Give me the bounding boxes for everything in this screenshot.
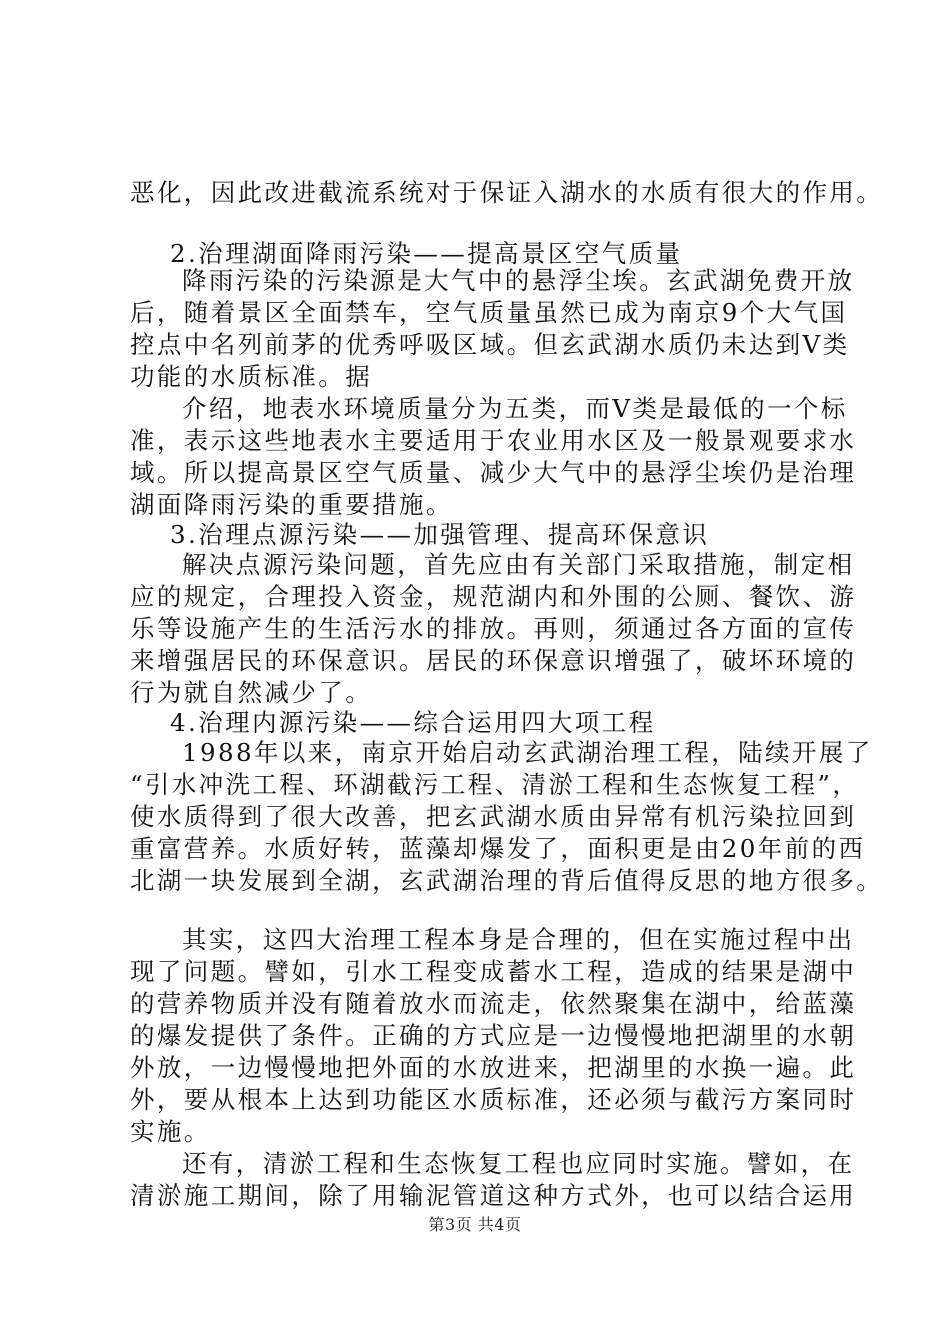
text-line: 重富营养。水质好转，蓝藻却爆发了，面积更是由20年前的西: [130, 834, 866, 863]
section-heading: 3.治理点源污染——加强管理、提高环保意识: [170, 520, 710, 549]
text-line: 应的规定，合理投入资金，规范湖内和外围的公厕、餐饮、游: [130, 582, 857, 611]
text-line: 的营养物质并没有随着放水而流走，依然聚集在湖中，给蓝藻: [130, 989, 857, 1018]
text-line: 控点中名列前茅的优秀呼吸区域。但玄武湖水质仍未达到V类: [130, 330, 850, 359]
text-line: 1988年以来，南京开始启动玄武湖治理工程，陆续开展了: [182, 738, 873, 767]
text-line: 域。所以提高景区空气质量、减少大气中的悬浮尘埃仍是治理: [130, 458, 857, 487]
text-line: 介绍，地表水环境质量分为五类，而V类是最低的一个标: [182, 394, 848, 423]
text-line: 解决点源污染问题，首先应由有关部门采取措施，制定相: [182, 550, 855, 579]
text-line: 现了问题。譬如，引水工程变成蓄水工程，造成的结果是湖中: [130, 957, 857, 986]
text-line: 北湖一块发展到全湖，玄武湖治理的背后值得反思的地方很多。: [130, 866, 884, 895]
text-line: 后，随着景区全面禁车，空气质量虽然已成为南京9个大气国: [130, 298, 848, 327]
text-line: 准，表示这些地表水主要适用于农业用水区及一般景观要求水: [130, 426, 857, 455]
text-line: 外放，一边慢慢地把外面的水放进来，把湖里的水换一遍。此: [130, 1053, 857, 1082]
text-line: 乐等设施产生的生活污水的排放。再则，须通过各方面的宣传: [130, 614, 857, 643]
text-line: 行为就自然减少了。: [130, 678, 373, 707]
text-line: 还有，清淤工程和生态恢复工程也应同时实施。譬如，在: [182, 1149, 855, 1178]
text-line: 的爆发提供了条件。正确的方式应是一边慢慢地把湖里的水朝: [130, 1021, 857, 1050]
text-line: 清淤施工期间，除了用输泥管道这种方式外，也可以结合运用: [130, 1181, 857, 1210]
page-footer: 第3页 共4页: [428, 1215, 522, 1234]
text-line: 功能的水质标准。据: [130, 362, 373, 391]
text-line: “引水冲洗工程、环湖截污工程、清淤工程和生态恢复工程”，: [130, 770, 860, 799]
text-line: 降雨污染的污染源是大气中的悬浮尘埃。玄武湖免费开放: [182, 266, 855, 295]
section-heading: 2.治理湖面降雨污染——提高景区空气质量: [170, 239, 683, 268]
text-line: 恶化，因此改进截流系统对于保证入湖水的水质有很大的作用。: [130, 178, 884, 207]
text-line: 使水质得到了很大改善，把玄武湖水质由异常有机污染拉回到: [130, 802, 857, 831]
text-line: 外，要从根本上达到功能区水质标准，还必须与截污方案同时: [130, 1085, 857, 1114]
text-line: 湖面降雨污染的重要措施。: [130, 490, 453, 519]
section-heading: 4.治理内源污染——综合运用四大项工程: [170, 708, 656, 737]
text-line: 实施。: [130, 1117, 211, 1146]
text-line: 来增强居民的环保意识。居民的环保意识增强了，破坏环境的: [130, 646, 857, 675]
text-line: 其实，这四大治理工程本身是合理的，但在实施过程中出: [182, 925, 855, 954]
